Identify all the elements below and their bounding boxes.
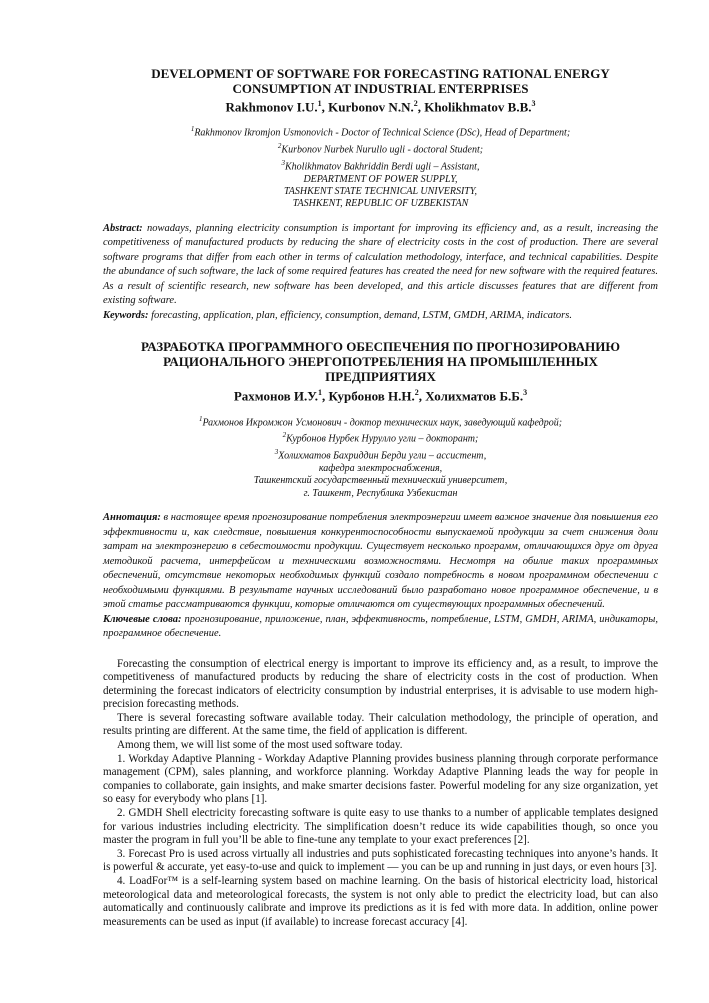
keywords-text: forecasting, application, plan, efficiency, consumption, demand, LSTM, GMDH, ARIMA, indicators.: [148, 309, 572, 321]
author-separator: ,: [418, 388, 426, 404]
keywords-label: Ключевые слова:: [103, 613, 182, 625]
title-line: РАЗРАБОТКА ПРОГРАММНОГО ОБЕСПЕЧЕНИЯ ПО ПРОГНОЗИРОВАНИЮ: [140, 339, 621, 355]
author-name: Холихматов Б.Б.: [425, 388, 524, 404]
affiliation-text: Рахмонов Икромжон Усмонович - доктор технических наук, заведующий кафедрой;: [202, 416, 563, 428]
body-paragraph: 4. LoadFor™ is a self-learning system based on machine learning. On the basis of historical electricity load, historical meteorological data and meteorological forecasts, the system is not only able to predict the electricity load, but can also automatically and continuously calibrate and improve its predictions as it is fed with more data. In addition, online power measurements can be used as input (if available) to increase forecast accuracy [4].: [103, 875, 658, 928]
affiliation-text: Rakhmonov Ikromjon Usmonovich - Doctor of Technical Science (DSc), Head of Department;: [194, 127, 571, 139]
abstract-text: nowadays, planning electricity consumption is important for improving its efficiency and, as a result, increasing the competitiveness of manufactured products by reducing the share of electricity costs in the cost of production. There are several software programs that differ from each other in terms of calculation methodology, interface, and technical capabilities. Despite the abundance of such software, the lack of some required features has created the need for new software with the required features. As a result of scientific research, new software has been developed, and this article discusses features that are different from existing software.: [103, 222, 658, 307]
title-line: ПРЕДПРИЯТИЯХ: [325, 369, 436, 385]
keywords-text: прогнозирование, приложение, план, эффективность, потребление, LSTM, GMDH, ARIMA, индикаторы, программное обеспечение.: [103, 613, 659, 639]
author-name: Kurbonov N.N.: [328, 99, 414, 115]
affiliation-line: Ташкентский государственный технический университет,: [253, 475, 508, 487]
affiliation-text: Kholikhmatov Bakhriddin Berdi ugli – Assistant,: [285, 161, 480, 173]
affiliations-ru: [103, 413, 658, 500]
author-sup: 3: [531, 99, 536, 108]
body-paragraph: 2. GMDH Shell electricity forecasting software is quite easy to use thanks to a number of applicable templates designed for various industries including electricity. The simplification doesn’t reduce its wide capabilities though, so once you master the program in full you’ll be able to fine-tune any template to your exact preferences [2].: [103, 807, 658, 847]
author-sup: 1: [317, 99, 322, 108]
affiliation-line: DEPARTMENT OF POWER SUPPLY,: [303, 173, 458, 185]
abstract-label: Abstract:: [103, 222, 143, 234]
abstract-en: [103, 222, 658, 324]
affiliation-sup: 2: [282, 431, 287, 440]
body-paragraph: Among them, we will list some of the most used software today.: [117, 739, 403, 752]
authors-ru: [103, 385, 658, 404]
body-paragraph: There is several forecasting software available today. Their calculation methodology, the principle of operation, and results printing are different. At the same time, the field of application is different.: [103, 711, 658, 738]
author-separator: ,: [417, 99, 425, 115]
author-name: Рахмонов И.У.: [233, 388, 318, 404]
body-paragraph: Forecasting the consumption of electrical energy is important to improve its efficiency and, as a result, to improve the competitiveness of manufactured products by reducing the share of electricity costs in the cost of production. When determining the forecast indicators of electricity consumption by industrial enterprises, it is advisable to use modern high-precision forecasting methods.: [103, 657, 658, 711]
article-title-ru: [103, 339, 658, 384]
abstract-paragraph: [103, 511, 658, 613]
keywords-paragraph: [103, 309, 658, 324]
affiliation-line: [103, 429, 658, 446]
affiliation-sup: 1: [190, 125, 195, 134]
affiliation-line: [103, 157, 658, 174]
affiliation-sup: 2: [277, 142, 282, 151]
keywords-label: Keywords:: [103, 309, 149, 321]
affiliation-sup: 3: [274, 448, 279, 457]
affiliation-text: Kurbonov Nurbek Nurullo ugli - doctoral Student;: [281, 144, 484, 156]
abstract-label: Аннотация:: [103, 512, 161, 523]
abstract-text: в настоящее время прогнозирование потребления электроэнергии имеет важное значение для повышения его эффективности и, как следствие, повышения конкурентоспособности выпускаемой продукции за счет снижения доли затрат на электроэнергию в себестоимости продукции. Существует несколько программ, отличающихся друг от друга методикой расчета, интерфейсом и техническими возможностями. Несмотря на обилие таких программных обеспечений, отсутствие некоторых необходимых функций создало потребность в новом программном обеспечении с необходимыми функциями. В результате научных исследований было разработано новое программное обеспечение, и в этой статье рассматриваются функции, которые отличаются от существующих программных обеспечений.: [103, 512, 658, 610]
author-name: Курбонов Н.Н.: [328, 388, 415, 404]
affiliations-en: [103, 123, 658, 210]
article-body: [103, 658, 658, 930]
author-name: Rakhmonov I.U.: [225, 99, 318, 115]
affiliation-line: кафедра электроснабжения,: [318, 462, 443, 474]
author-sup: 2: [414, 388, 419, 398]
title-line: CONSUMPTION AT INDUSTRIAL ENTERPRISES: [232, 81, 529, 96]
article-page: [103, 66, 658, 929]
affiliation-line: г. Ташкент, Республика Узбекистан: [303, 487, 458, 499]
abstract-paragraph: [103, 222, 658, 309]
author-name: Kholikhmatov B.B.: [424, 99, 532, 115]
affiliation-line: [103, 413, 658, 430]
affiliation-line: [103, 446, 658, 463]
article-title-en: [103, 66, 658, 96]
author-sup: 1: [317, 388, 322, 398]
author-separator: ,: [321, 388, 329, 404]
abstract-ru: [103, 511, 658, 642]
affiliation-text: Холихматов Бахриддин Берди угли – ассистент,: [278, 450, 487, 462]
authors-en: [103, 96, 658, 115]
author-separator: ,: [321, 99, 329, 115]
affiliation-line: TASHKENT, REPUBLIC OF UZBEKISTAN: [292, 198, 469, 210]
title-line: РАЦИОНАЛЬНОГО ЭНЕРГОПОТРЕБЛЕНИЯ НА ПРОМЫШЛЕННЫХ: [163, 354, 598, 370]
affiliation-line: TASHKENT STATE TECHNICAL UNIVERSITY,: [283, 185, 477, 197]
affiliation-sup: 3: [281, 158, 286, 167]
body-paragraph: 1. Workday Adaptive Planning - Workday Adaptive Planning provides business planning through corporate performance management (CPM), sales planning, and workforce planning. Workday Adaptive Planning leads the way for people in companies to collaborate, gain insights, and make smarter decisions faster. Powerful modeling for any size organization, yet so easy for everybody who plans [1].: [103, 752, 658, 806]
author-sup: 3: [523, 388, 528, 398]
title-line: DEVELOPMENT OF SOFTWARE FOR FORECASTING RATIONAL ENERGY: [151, 66, 610, 81]
affiliation-sup: 1: [198, 414, 203, 423]
keywords-paragraph: [103, 613, 658, 642]
body-paragraph: 3. Forecast Pro is used across virtually all industries and puts sophisticated forecasting techniques into anyone’s hands. It is powerful & accurate, yet easy-to-use and quick to implement — you can be up and running in just days, or even hours [3].: [103, 847, 658, 874]
author-sup: 2: [413, 99, 418, 108]
affiliation-line: [103, 140, 658, 157]
affiliation-text: Курбонов Нурбек Нурулло угли – докторант;: [286, 433, 479, 445]
affiliation-line: [103, 123, 658, 140]
